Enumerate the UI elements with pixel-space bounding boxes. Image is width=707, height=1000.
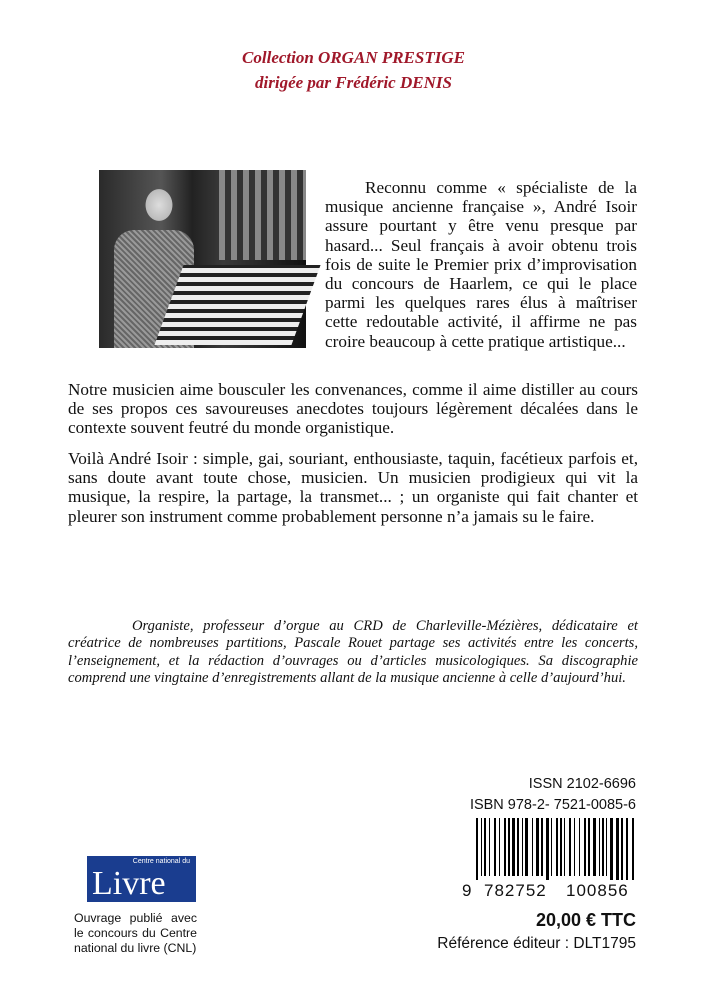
barcode-right-digits: 100856 (566, 881, 629, 900)
barcode (476, 818, 638, 880)
issn: ISSN 2102-6696 (528, 776, 636, 792)
barcode-bar (541, 818, 543, 876)
barcode-bar (584, 818, 586, 876)
price: 20,00 € TTC (535, 910, 636, 930)
barcode-bar (489, 818, 490, 876)
barcode-bar (569, 818, 571, 876)
barcode-bar (481, 818, 482, 876)
barcode-bar (593, 818, 596, 876)
cnl-logo-small-text: Centre national du (132, 858, 190, 865)
barcode-bar (536, 818, 539, 876)
publisher-reference: Référence éditeur : DLT1795 (437, 935, 636, 952)
barcode-bar (626, 818, 628, 880)
barcode-bar (610, 818, 613, 880)
barcode-bar (588, 818, 590, 876)
barcode-bar (606, 818, 607, 876)
barcode-bar (476, 818, 478, 880)
barcode-first-digit: 9 (462, 881, 472, 900)
cnl-logo (87, 856, 196, 902)
barcode-bar (564, 818, 565, 876)
cnl-logo-big-text: Livre (92, 865, 166, 902)
barcode-bar (560, 818, 562, 876)
barcode-bar (621, 818, 623, 880)
intro-paragraph: Reconnu comme « spécialiste de la musique ancienne française », André Isoir assure pourtant y être venu presque par hasard... Seul français à avoir obtenu trois fois de suite le Premier prix d’improvisation du concours de Haarlem, ce qui le place parmi les quelques rares élus à maîtriser cette redoutable activité, il affirme ne pas croire beaucoup à cette pratique artistique... (325, 178, 637, 351)
barcode-bar (512, 818, 515, 876)
barcode-bar (508, 818, 510, 876)
barcode-left-digits: 782752 (484, 881, 547, 900)
barcode-bar (616, 818, 619, 880)
barcode-bar (517, 818, 519, 876)
barcode-bar (484, 818, 486, 876)
isbn: ISBN 978-2- 7521-0085-6 (469, 797, 636, 813)
barcode-bar (504, 818, 506, 876)
collection-title: Collection ORGAN PRESTIGE (242, 48, 465, 67)
author-bio: Organiste, professeur d’orgue au CRD de Charleville-Mézières, dédicataire et créatrice de nombreuses partitions, Pascale Rouet partage ses activités entre les concerts, l’enseignement, et la rédaction d’ouvrages ou d’articles musicologiques. Sa discographie comprend une vingtaine d’enregistrements allant de la musique ancienne à celle d’aujourd’hui. (68, 618, 638, 686)
barcode-bar (494, 818, 496, 876)
barcode-bar (546, 818, 549, 880)
barcode-bar (602, 818, 604, 876)
barcode-bar (574, 818, 575, 876)
barcode-bar (579, 818, 580, 876)
barcode-bar (551, 818, 552, 876)
barcode-bar (499, 818, 500, 876)
barcode-bar (532, 818, 533, 876)
collection-director: dirigée par Frédéric DENIS (255, 73, 452, 92)
barcode-bar (632, 818, 634, 880)
organist-photo (99, 170, 306, 348)
paragraph-3: Voilà André Isoir : simple, gai, souriant, enthousiaste, taquin, facétieux parfois et, sans doute avant toute chose, musicien. Un musicien prodigieux qui vit la musique, la respire, la partage, la transmet... ; un organiste qui fait chanter et pleurer son instrument comme probablement personne n’a jamais su le faire. (68, 449, 638, 526)
barcode-bar (522, 818, 523, 876)
barcode-bar (556, 818, 558, 876)
cnl-note: Ouvrage publié avec le concours du Centre national du livre (CNL) (74, 911, 197, 955)
paragraph-2: Notre musicien aime bousculer les convenances, comme il aime distiller au cours de ses propos ces savoureuses anecdotes toujours légèrement décalées dans le contexte souvent feutré du monde organistique. (68, 380, 638, 438)
barcode-bar (599, 818, 600, 876)
barcode-bar (525, 818, 528, 876)
